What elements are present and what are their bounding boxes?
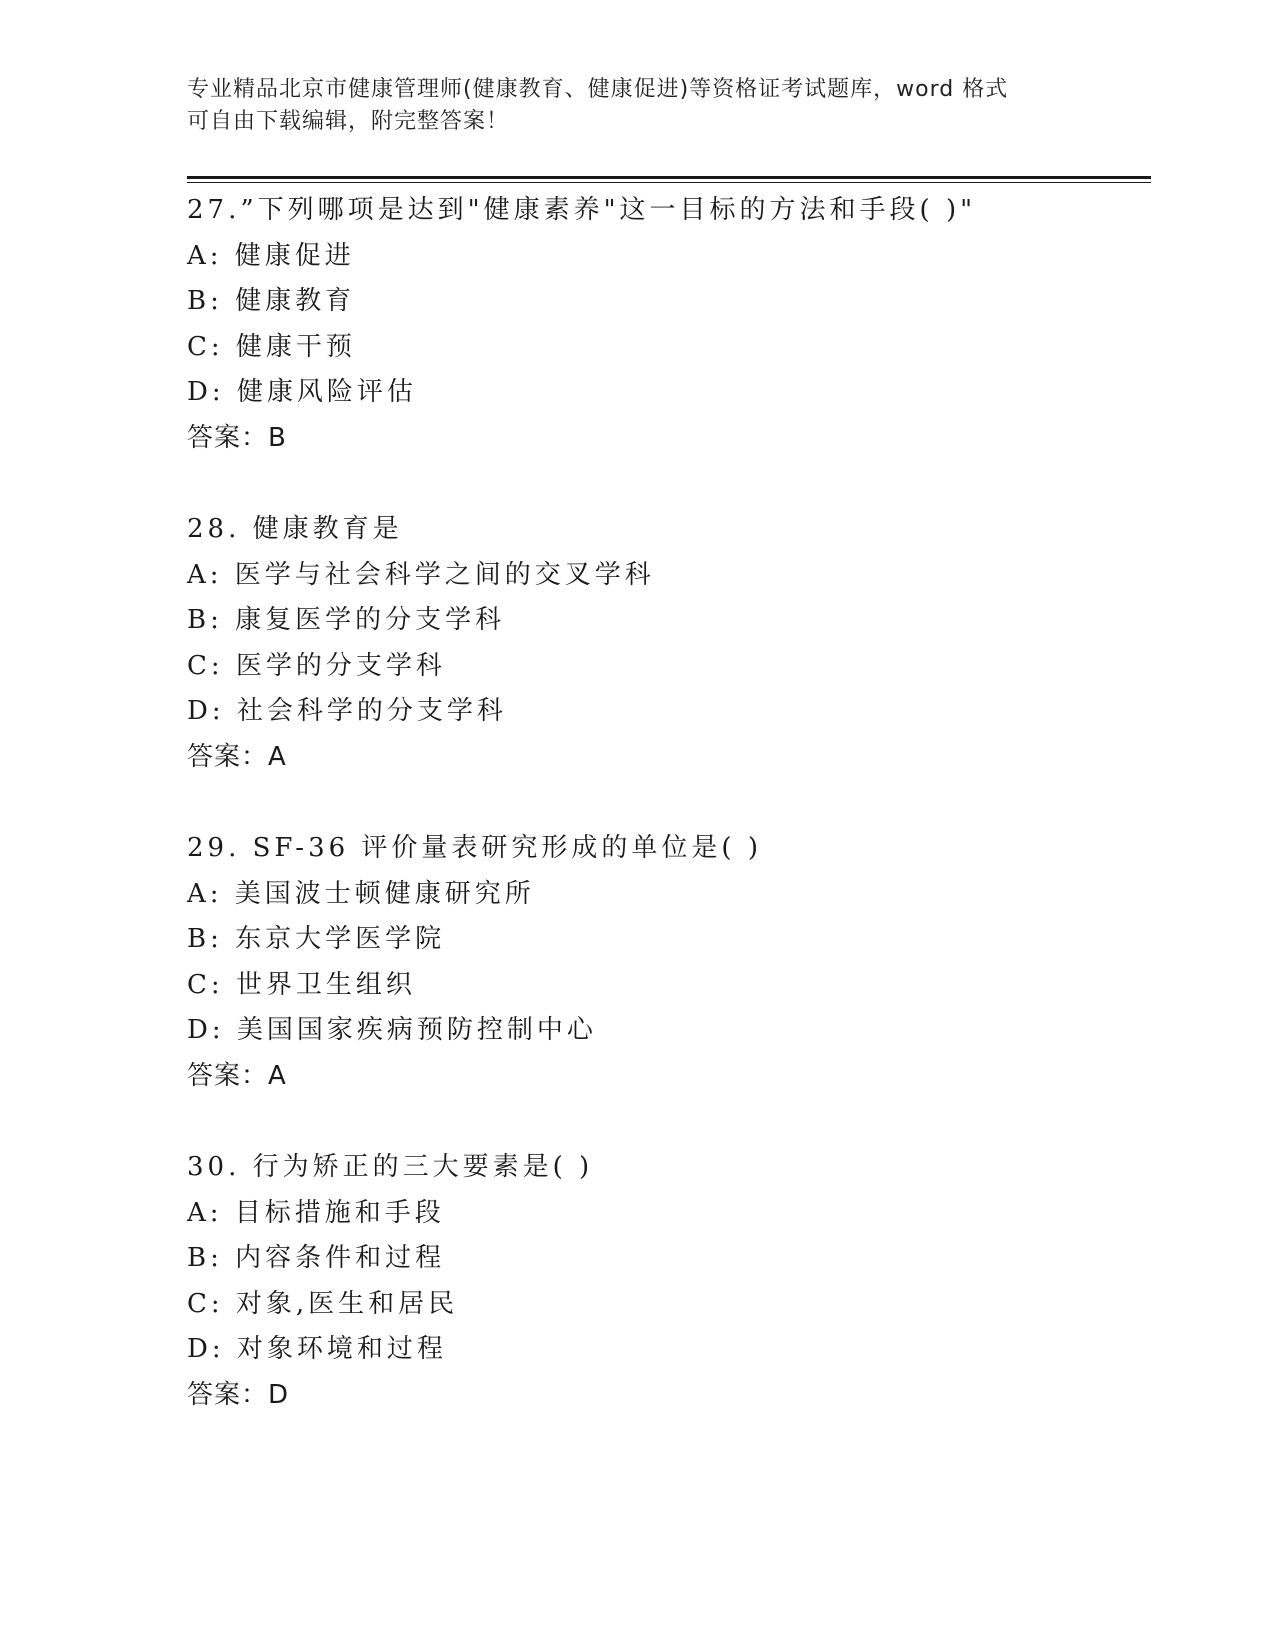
option-c: C: 对象,医生和居民 (187, 1288, 459, 1319)
option-d: D: 健康风险评估 (187, 377, 417, 407)
question-stem: 27.”下列哪项是达到"健康素养"这一目标的方法和手段( )" (187, 195, 977, 225)
option-c: C: 世界卫生组织 (187, 969, 416, 1000)
question-stem: 28. 健康教育是 (187, 514, 403, 544)
header-line-1: 专业精品北京市健康管理师(健康教育、健康促进)等资格证考试题库，word 格式 (187, 77, 1009, 102)
option-a: A: 健康促进 (187, 240, 355, 271)
option-b: B: 内容条件和过程 (187, 1243, 446, 1273)
option-d: D: 社会科学的分支学科 (187, 696, 507, 726)
question-list (187, 188, 1147, 1464)
answer-line: 答案：A (187, 1060, 287, 1091)
question-30 (187, 1145, 1147, 1418)
question-28 (187, 507, 1147, 780)
document-header (187, 74, 1087, 138)
option-b: B: 东京大学医学院 (187, 924, 446, 954)
header-line-2: 可自由下载编辑，附完整答案！ (187, 109, 510, 134)
answer-line: 答案：B (187, 422, 287, 453)
option-b: B: 康复医学的分支学科 (187, 605, 506, 635)
answer-line: 答案：A (187, 741, 287, 772)
header-divider-thick (187, 176, 1151, 179)
option-a: A: 美国波士顿健康研究所 (187, 878, 535, 909)
question-stem: 30. 行为矫正的三大要素是( ) (187, 1152, 594, 1182)
option-d: D: 美国国家疾病预防控制中心 (187, 1015, 597, 1045)
option-a: A: 目标措施和手段 (187, 1197, 445, 1228)
answer-line: 答案：D (187, 1379, 290, 1410)
option-c: C: 医学的分支学科 (187, 650, 446, 681)
option-d: D: 对象环境和过程 (187, 1334, 447, 1364)
option-b: B: 健康教育 (187, 286, 356, 316)
question-stem: 29. SF-36 评价量表研究形成的单位是( ) (187, 833, 762, 863)
question-29 (187, 826, 1147, 1099)
header-divider-thin (187, 182, 1151, 183)
question-27 (187, 188, 1147, 461)
option-c: C: 健康干预 (187, 331, 356, 362)
option-a: A: 医学与社会科学之间的交叉学科 (187, 559, 655, 590)
